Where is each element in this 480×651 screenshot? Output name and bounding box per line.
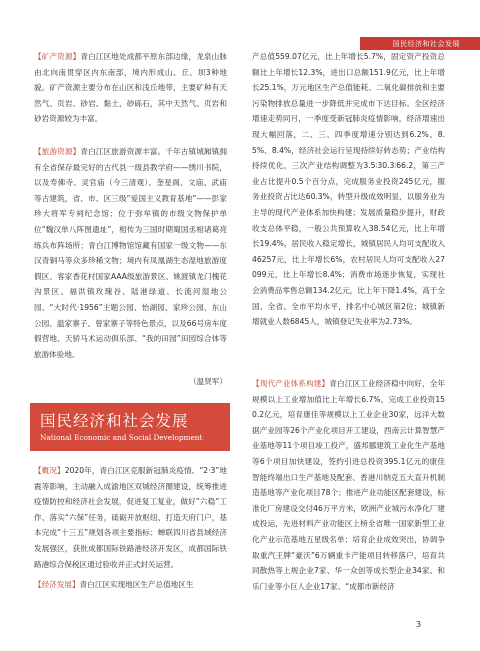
paragraph-economic-development-continued xyxy=(252,49,445,330)
author-signature: （温贤军） xyxy=(189,377,227,386)
paragraph-economic-development xyxy=(34,577,227,593)
page-number: 3 xyxy=(416,620,422,629)
section-heading-block xyxy=(30,403,230,451)
paragraph-text: 2020年，青白江区克服新冠肺炎疫情、“2·3”地震等影响，主动融入成渝地区双城经济圈建设，统筹推进疫情防控和经济社会发展，促进复工复业，做好“六稳”工作、落实“六保”任务，砥砺开放枢纽、打造天府门户，基本完成“十三五”规划各项主要指标；蝉联四川省县域经济发展强区，获批成都国际铁路港经济开发区，成都国际铁路港综合保税区通过验收并正式封关运营。 xyxy=(34,466,227,569)
running-header-title: 国民经济和社会发展 xyxy=(392,40,460,48)
paragraph-modern-industry-system xyxy=(252,376,445,594)
section-heading-english: National Economic and Social Development xyxy=(40,433,203,442)
paragraph-mineral-resources xyxy=(34,49,227,127)
paragraph-text: 青白江区工业经济稳中向好，全年规模以上工业增加值比上年增长6.7%，完成工业投资150.2亿元，培育康佳等规模以上工业企业30家，远洋大数据产业园等26个产业化项目开工建设，西南云计算智慧产业基地等11个项目竣工投产，盛邦挪建筑工业化生产基地等6个项目加快建设，签约引进总投资395.1亿元的康佳智能终端出口生产基地及配套、香港川纳克五大直升机制造基地等产业化项目78个；推进产业功能区配套建设，标准化厂房建设交付46万平方米，欧洲产业城污水净化厂建成投运，先进材料产业功能区上榜全省唯一国家新型工业化产业示范基地五星级名单；培育企业成效突出，协调争取重汽王牌“豪沃”6万辆重卡产能项目转移落户，培育共同散热等上规企业7家、华一众创等成长型企业34家、和乐门业等小巨人企业17家、“成都市新经济 xyxy=(252,379,446,591)
paragraph-text: 产总值559.07亿元，比上年增长5.7%，固定资产投资总额比上年增长12.3%，进出口总额151.9亿元，比上年增长25.1%，万元地区生产总值能耗、二氧化碳排放和主要污染物排放总量进一步降低并完成市下达目标。全区经济增速走势同月，一季度受新冠肺炎疫情影响，经济增速出现大幅回落，二、三、四季度增速分别达到6.2%、8.5%、8.4%，经济社会运行呈现持续好转态势；产业结构持续优化，三次产业结构调整为3.5∶30.3∶66.2，第三产业占比提升0.5个百分点，完成服务业投资245亿元，服务业投资占比达60.3%，转型升级成效明显，以服务业为主导的现代产业体系加快构建；发展质量稳步提升，财政收支总体平稳，一般公共预算收入38.54亿元，比上年增长19.4%，居民收入稳定增长，城镇居民人均可支配收入46257元，比上年增长6%，农村居民人均可支配收入27099元，比上年增长8.4%；消费市场逐步恢复，实现社会消费品零售总额134.2亿元，比上年下降1.4%，高于全国、全省、全市平均水平，排名中心城区第2位；城镇新增就业人数6845人，城镇登记失业率为2.73%。 xyxy=(252,52,445,327)
paragraph-overview xyxy=(34,463,227,572)
paragraph-tag: 【旅游资源】 xyxy=(34,147,81,156)
paragraph-tag: 【现代产业体系构建】 xyxy=(252,379,330,388)
paragraph-tag: 【概况】 xyxy=(34,466,65,475)
paragraph-tourism-resources xyxy=(34,144,227,362)
paragraph-tag: 【经济发展】 xyxy=(34,580,80,589)
section-heading-chinese: 国民经济和社会发展 xyxy=(40,412,189,430)
paragraph-text: 青白江区实现地区生产总值地区生 xyxy=(79,580,194,589)
paragraph-tag: 【矿产资源】 xyxy=(34,52,81,61)
paragraph-text: 青白江区旅游资源丰富。千年古镇城厢镇拥有全省保存最完好的古代县一级县教学府——绣川书院，以及寿佛寺、灵官庙（今三清观）、奎星阁、文庙、武庙等古建筑，省、市、区三级“爱国主义教育基地”——彭家珍大将军专祠纪念馆；位于弥牟镇的市级文物保护单位“魏汉单八阵图遗址”，相传为三国时期蜀国丞相诸葛亮练兵布阵场所；青白江博物馆馆藏有国家一级文物——东汉青铜马等众多珍稀文物；境内有凤凰湖生态湿地旅游度假区、客家香花村国家AAA级旅游景区、姚渡镇龙门槐花沟景区、福洪镇玫瑰谷、陆港绿道、长流河湿地公园、“大时代·1956”主题公园、怡湖园、家珍公园、东山公园、温家寨子、曾家寨子等特色景点，以及66号房车度假营地、天骄马术运动俱乐部、“我的田园”田园综合体等旅游体验地。 xyxy=(34,147,228,359)
paragraph-text: 青白江区地处成都平原东部边缘，龙泉山脉由北向南贯穿区内东南部，境内形成山、丘、坝3种地貌。矿产资源主要分布在山区和浅丘地带，主要矿种有天然气、页岩、砂岩、黏土、砂砾石，其中天然气、页岩和砂岩资源较为丰富。 xyxy=(34,52,228,124)
